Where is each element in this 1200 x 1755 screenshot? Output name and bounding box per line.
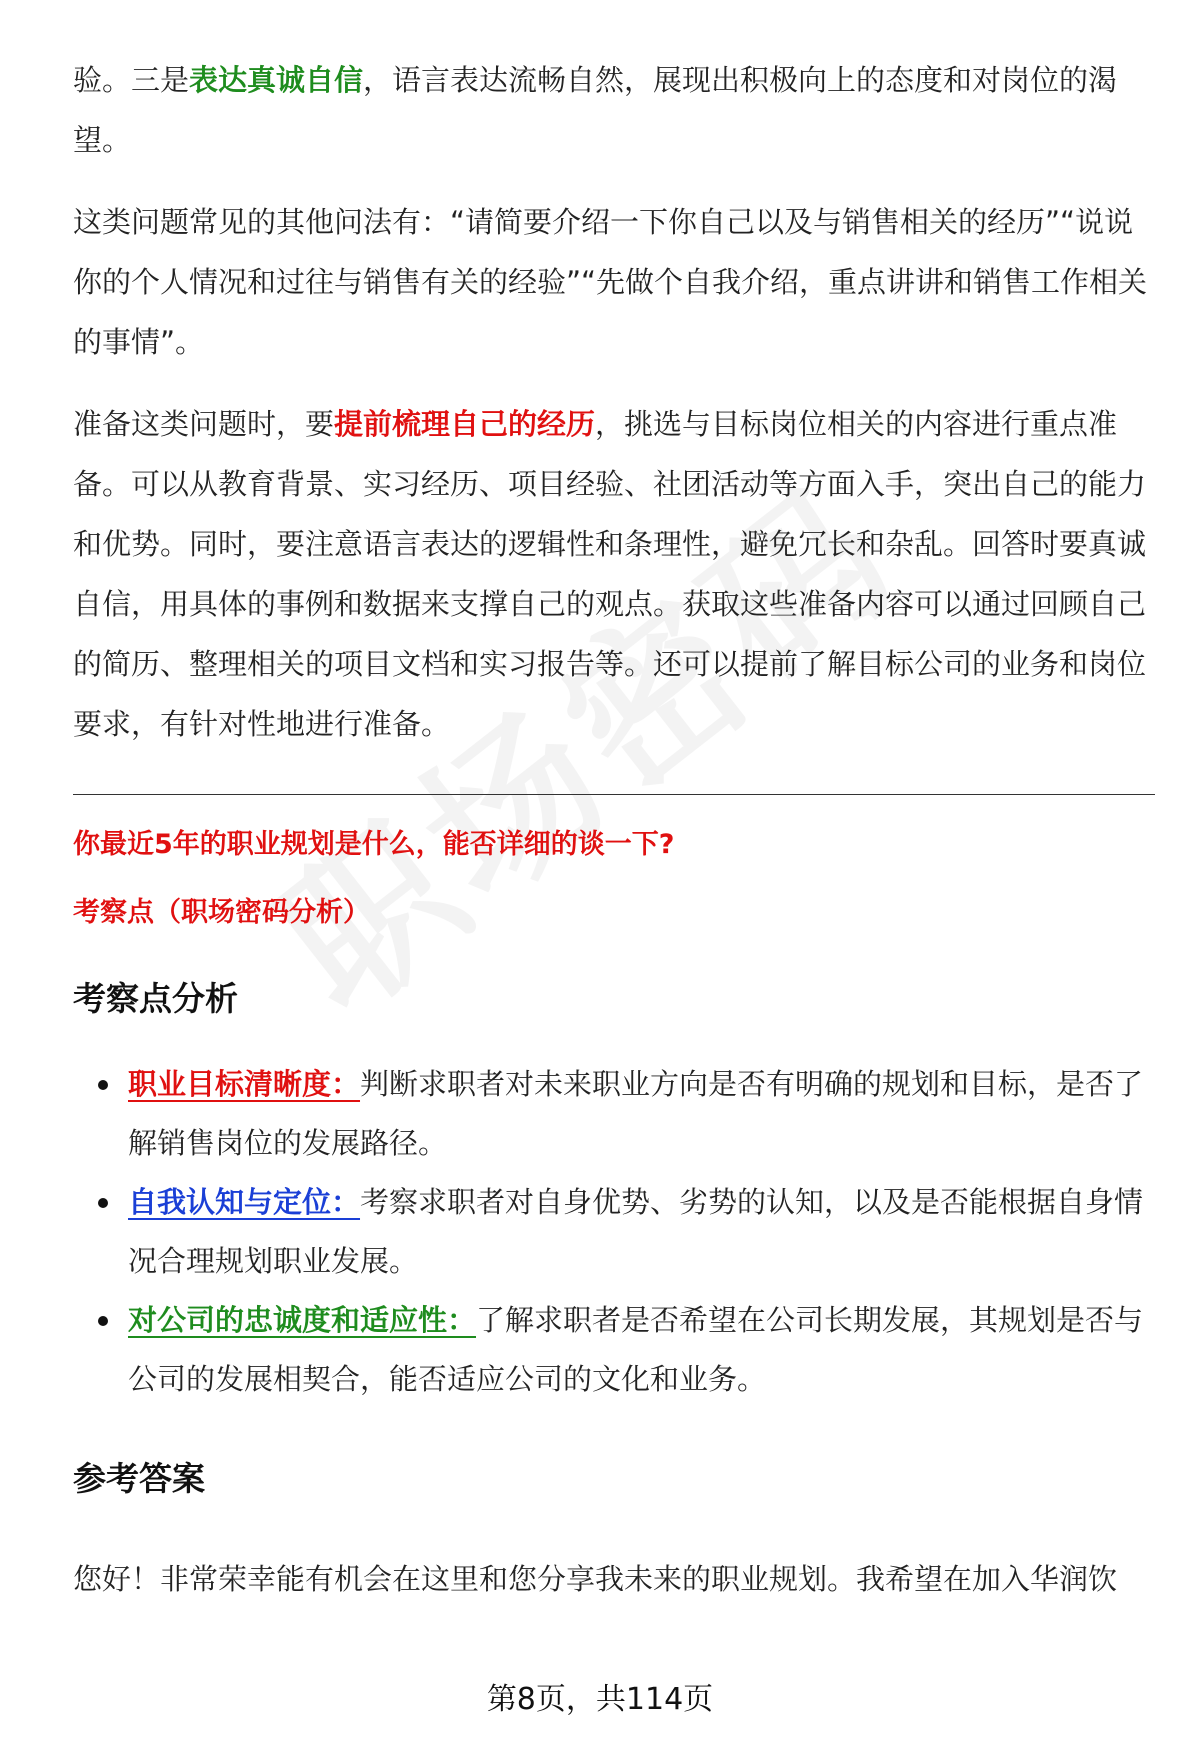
list-item [128, 1291, 1153, 1409]
analysis-list [73, 1055, 1153, 1409]
paragraph-3-text-b: ，挑选与目标岗位相关的内容进行重点准备。可以从教育背景、实习经历、项目经验、社团活动等方面入手，突出自己的能力和优势。同时，要注意语言表达的逻辑性和条理性，避免冗长和杂乱。回答时要真诚自信，用具体的事例和数据来支撑自己的观点。获取这些准备内容可以通过回顾自己的简历、整理相关的项目文档和实习报告等。还可以提前了解目标公司的业务和岗位要求，有针对性地进行准备。 [73, 407, 1147, 741]
highlight-sincere-confidence: 表达真诚自信 [189, 63, 364, 97]
paragraph-3 [73, 394, 1153, 754]
point-text: 了解求职者是否希望在公司长期发展，其规划是否与公司的发展相契合，能否适应公司的文化和业务。 [128, 1303, 1144, 1396]
paragraph-1 [73, 50, 1153, 170]
highlight-review-experience: 提前梳理自己的经历 [334, 407, 596, 441]
answer-text: 您好！非常荣幸能有机会在这里和您分享我未来的职业规划。我希望在加入华润饮 [73, 1562, 1118, 1596]
point-text: 考察求职者对自身优势、劣势的认知，以及是否能根据自身情况合理规划职业发展。 [128, 1185, 1144, 1278]
point-text: 判断求职者对未来职业方向是否有明确的规划和目标，是否了解销售岗位的发展路径。 [128, 1067, 1144, 1160]
paragraph-1-text-a: 验。三是 [73, 63, 190, 97]
section-divider [73, 794, 1155, 795]
point-label: 自我认知与定位： [128, 1185, 361, 1219]
answer-heading: 参考答案 [73, 1459, 205, 1498]
question-title: 你最近5年的职业规划是什么，能否详细的谈一下? [73, 829, 675, 860]
paragraph-2: 这类问题常见的其他问法有：“请简要介绍一下你自己以及与销售相关的经历”“说说你的个人情况和过往与销售有关的经验”“先做个自我介绍，重点讲讲和销售工作相关的事情”。 [73, 205, 1148, 359]
bullet-dot [98, 1198, 108, 1208]
page-content [73, 50, 1153, 1609]
analysis-heading: 考察点分析 [73, 979, 238, 1018]
list-item [128, 1055, 1153, 1173]
paragraph-3-text-a: 准备这类问题时，要 [73, 407, 335, 441]
bullet-dot [98, 1316, 108, 1326]
point-label: 职业目标清晰度： [128, 1067, 361, 1101]
paragraph-1-text-b: ，语言表达流畅自然，展现出积极向上的态度和对岗位的渴望。 [73, 63, 1118, 157]
list-item [128, 1173, 1153, 1291]
point-label: 对公司的忠诚度和适应性： [128, 1303, 477, 1337]
analysis-subtitle: 考察点（职场密码分析） [73, 897, 370, 928]
page-footer: 第8页，共114页 [486, 1682, 714, 1717]
bullet-dot [98, 1080, 108, 1090]
